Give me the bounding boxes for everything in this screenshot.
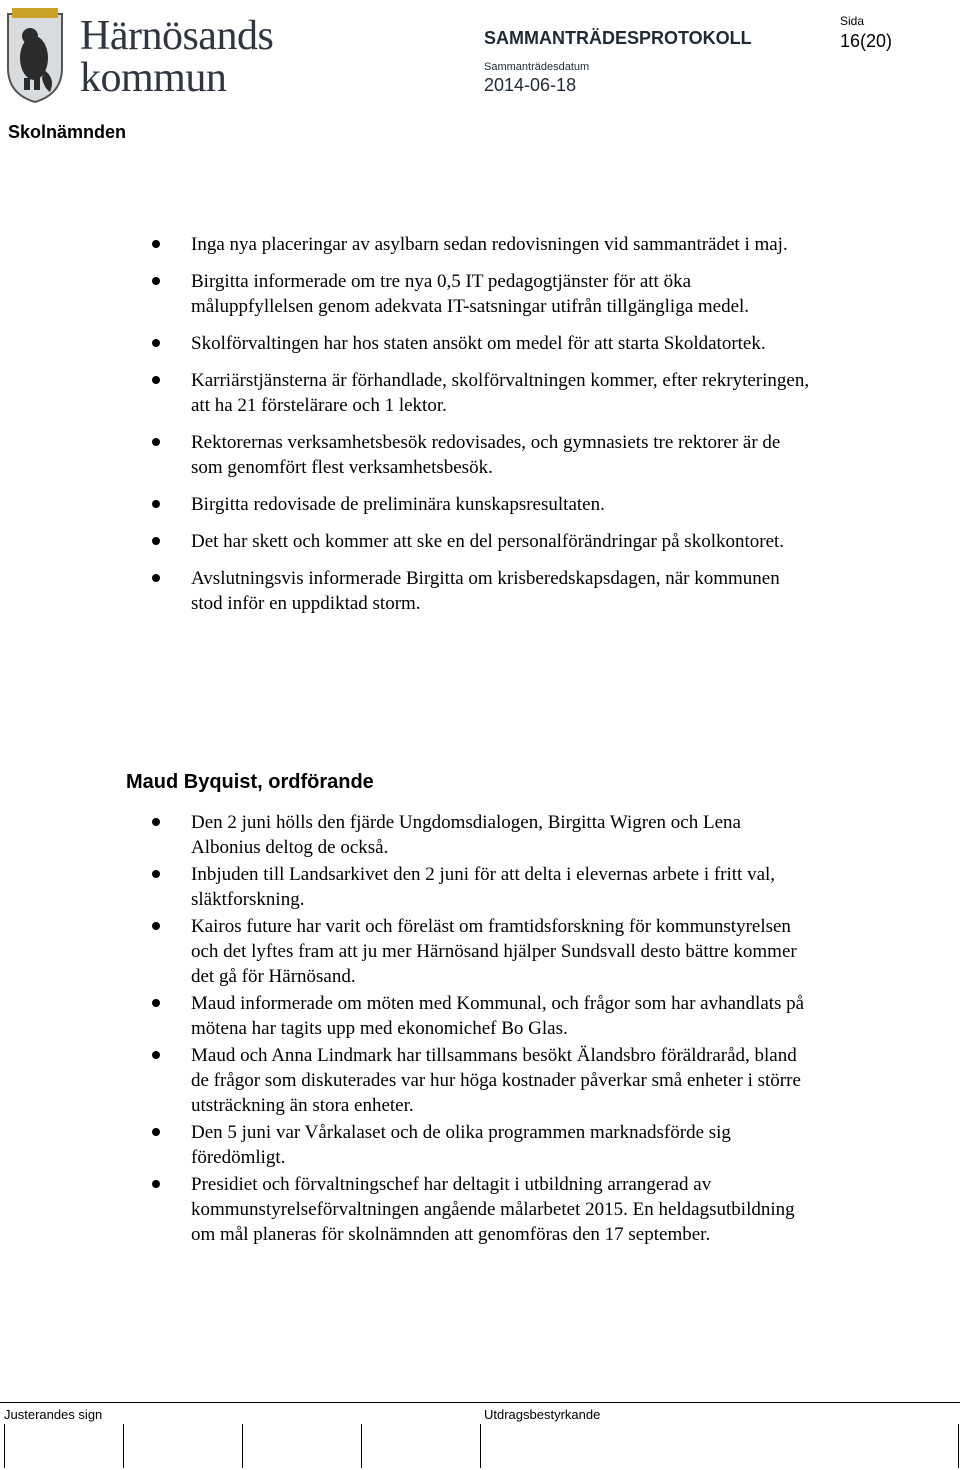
bullet-icon — [152, 1180, 160, 1188]
bullet-icon — [152, 922, 160, 930]
signature-box-divider — [242, 1424, 243, 1468]
bullet-icon — [152, 376, 160, 384]
bullet-icon — [152, 574, 160, 582]
page-label: Sida — [840, 14, 865, 28]
section-heading: Maud Byquist, ordförande — [126, 771, 374, 793]
document-title: SAMMANTRÄDESPROTOKOLL — [484, 28, 752, 48]
signature-box-divider — [123, 1424, 124, 1468]
signature-box-divider — [361, 1424, 362, 1468]
list-item: Presidiet och förvaltningschef har deltagit i utbildning arrangerad av kommunstyrelseförvaltningen angående målarbetet 2015. En heldagsutbildning om mål planeras för skolnämnden att genomföras den 17 september. — [0, 1172, 811, 1247]
brand-name-line2: kommun — [80, 55, 227, 101]
bullet-icon — [152, 870, 160, 878]
list-item: Inga nya placeringar av asylbarn sedan redovisningen vid sammanträdet i maj. — [0, 232, 811, 257]
list-item: Skolförvaltingen har hos staten ansökt om medel för att starta Skoldatortek. — [0, 331, 811, 356]
bullet-icon — [152, 1128, 160, 1136]
page-number: 16(20) — [840, 31, 893, 51]
list-item: Karriärstjänsterna är förhandlade, skolförvaltningen kommer, efter rekryteringen, att ha 21 förstelärare och 1 lektor. — [0, 368, 811, 418]
info-list-1 — [0, 232, 960, 628]
bullet-icon — [152, 500, 160, 508]
list-item: Inbjuden till Landsarkivet den 2 juni för att delta i elevernas arbete i fritt val, släktforskning. — [0, 862, 811, 912]
bullet-icon — [152, 339, 160, 347]
bullet-icon — [152, 277, 160, 285]
list-item: Det har skett och kommer att ske en del personalförändringar på skolkontoret. — [0, 529, 811, 554]
signature-box-divider — [480, 1424, 481, 1468]
info-list-2 — [0, 810, 960, 1249]
bullet-icon — [152, 537, 160, 545]
list-item: Den 5 juni var Vårkalaset och de olika programmen marknadsförde sig föredömligt. — [0, 1120, 811, 1170]
date-label: Sammanträdesdatum — [484, 61, 590, 73]
brand-name-line1: Härnösands — [80, 13, 274, 59]
list-item: Birgitta redovisade de preliminära kunskapsresultaten. — [0, 492, 811, 517]
coat-of-arms-logo-icon — [4, 8, 66, 104]
bullet-icon — [152, 1051, 160, 1059]
list-item: Rektorernas verksamhetsbesök redovisades, och gymnasiets tre rektorer är de som genomfört flest verksamhetsbesök. — [0, 430, 811, 480]
bullet-icon — [152, 818, 160, 826]
bullet-icon — [152, 999, 160, 1007]
signature-box-divider — [4, 1424, 5, 1468]
organization-name: Skolnämnden — [8, 122, 127, 142]
list-item: Maud informerade om möten med Kommunal, och frågor som har avhandlats på mötena har tagits upp med ekonomichef Bo Glas. — [0, 991, 811, 1041]
signature-box-divider — [958, 1424, 959, 1468]
footer-divider — [0, 1402, 960, 1403]
list-item: Kairos future har varit och föreläst om framtidsforskning för kommunstyrelsen och det lyftes fram att ju mer Härnösand hjälper Sundsvall desto bättre kommer det gå för Härnösand. — [0, 914, 811, 989]
bullet-icon — [152, 438, 160, 446]
list-item: Avslutningsvis informerade Birgitta om krisberedskapsdagen, när kommunen stod inför en uppdiktad storm. — [0, 566, 811, 616]
signature-footer — [0, 1402, 960, 1470]
list-item: Birgitta informerade om tre nya 0,5 IT pedagogtjänster för att öka måluppfyllelsen genom adekvata IT-satsningar utifrån tillgängliga medel. — [0, 269, 811, 319]
bullet-icon — [152, 240, 160, 248]
justerandes-sign-label: Justerandes sign — [4, 1407, 103, 1422]
utdragsbestyrkande-label: Utdragsbestyrkande — [484, 1407, 601, 1422]
list-item: Den 2 juni hölls den fjärde Ungdomsdialogen, Birgitta Wigren och Lena Albonius deltog de också. — [0, 810, 811, 860]
list-item: Maud och Anna Lindmark har tillsammans besökt Älandsbro föräldraråd, bland de frågor som diskuterades var hur höga kostnader påverkar små enheter i större utsträckning än stora enheter. — [0, 1043, 811, 1118]
date-value: 2014-06-18 — [484, 75, 577, 95]
